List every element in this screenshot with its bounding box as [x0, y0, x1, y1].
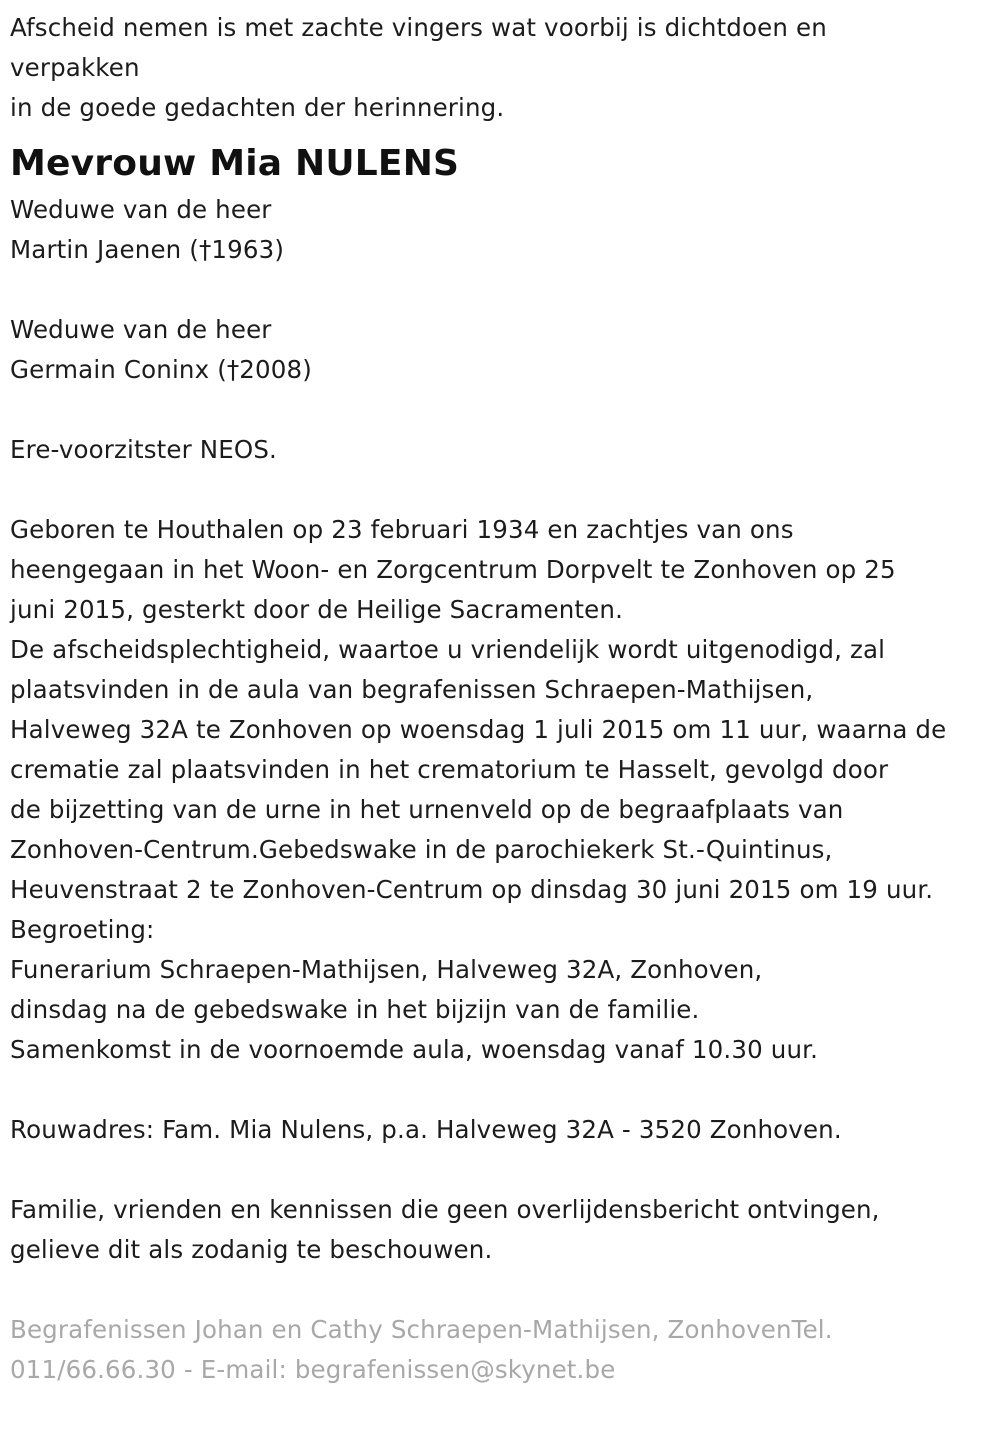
- body-line: De afscheidsplechtigheid, waartoe u vriendelijk wordt uitgenodigd, zal: [10, 635, 886, 664]
- body-line: de bijzetting van de urne in het urnenveld op de begraafplaats van: [10, 795, 844, 824]
- poem: [10, 8, 990, 128]
- body-line: Begroeting:: [10, 915, 155, 944]
- funeral-home-footer: [10, 1310, 990, 1390]
- poem-line: verpakken: [10, 53, 140, 82]
- spouse-line: Martin Jaenen (†1963): [10, 235, 285, 264]
- spacer: [10, 470, 990, 510]
- honorary-title: Ere-voorzitster NEOS.: [10, 435, 277, 464]
- spouse-second: [10, 310, 990, 390]
- body-line: dinsdag na de gebedswake in het bijzijn van de familie.: [10, 995, 700, 1024]
- obituary-body: [10, 510, 990, 1070]
- notice: [10, 1190, 990, 1270]
- spouse-first: [10, 190, 990, 270]
- spouse-line: Weduwe van de heer: [10, 315, 272, 344]
- poem-line: in de goede gedachten der herinnering.: [10, 93, 505, 122]
- poem-line: Afscheid nemen is met zachte vingers wat voorbij is dichtdoen en: [10, 13, 827, 42]
- spacer: [10, 270, 990, 310]
- body-line: Halveweg 32A te Zonhoven op woensdag 1 juli 2015 om 11 uur, waarna de: [10, 715, 947, 744]
- spacer: [10, 1070, 990, 1110]
- footer-line: 011/66.66.30 - E-mail: begrafenissen@skynet.be: [10, 1355, 616, 1384]
- body-line: plaatsvinden in de aula van begrafenissen Schraepen-Mathijsen,: [10, 675, 814, 704]
- deceased-name: Mevrouw Mia NULENS: [10, 143, 460, 184]
- spouse-line: Germain Coninx (†2008): [10, 355, 312, 384]
- notice-line: gelieve dit als zodanig te beschouwen.: [10, 1235, 493, 1264]
- notice-line: Familie, vrienden en kennissen die geen overlijdensbericht ontvingen,: [10, 1195, 880, 1224]
- body-line: Geboren te Houthalen op 23 februari 1934 en zachtjes van ons: [10, 515, 794, 544]
- body-line: crematie zal plaatsvinden in het crematorium te Hasselt, gevolgd door: [10, 755, 889, 784]
- body-line: Funerarium Schraepen-Mathijsen, Halveweg 32A, Zonhoven,: [10, 955, 763, 984]
- mourning-address: Rouwadres: Fam. Mia Nulens, p.a. Halveweg 32A - 3520 Zonhoven.: [10, 1115, 842, 1144]
- footer-line: Begrafenissen Johan en Cathy Schraepen-Mathijsen, ZonhovenTel.: [10, 1315, 833, 1344]
- body-line: heengegaan in het Woon- en Zorgcentrum Dorpvelt te Zonhoven op 25: [10, 555, 896, 584]
- body-line: Samenkomst in de voornoemde aula, woensdag vanaf 10.30 uur.: [10, 1035, 819, 1064]
- body-line: Zonhoven-Centrum.Gebedswake in de parochiekerk St.-Quintinus,: [10, 835, 833, 864]
- body-line: juni 2015, gesterkt door de Heilige Sacramenten.: [10, 595, 624, 624]
- body-line: Heuvenstraat 2 te Zonhoven-Centrum op dinsdag 30 juni 2015 om 19 uur.: [10, 875, 934, 904]
- spacer: [10, 390, 990, 430]
- spouse-line: Weduwe van de heer: [10, 195, 272, 224]
- spacer: [10, 1150, 990, 1190]
